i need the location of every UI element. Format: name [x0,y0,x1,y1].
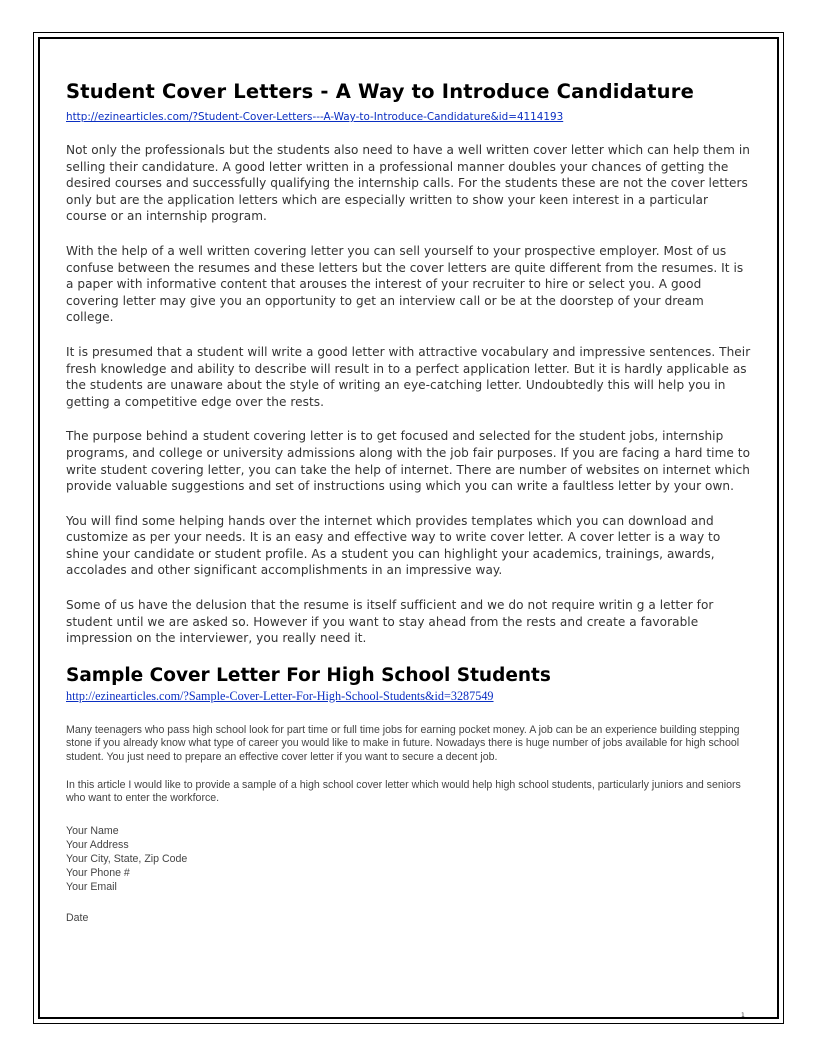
article1-paragraph-2: With the help of a well written covering letter you can sell yourself to your prospective employer. Most of us confuse between the resumes and these letters but the cover letters are quite different from the resumes. It is a paper with informative content that arouses the interest of your recruiter to hire or select you. A good covering letter may give you an opportunity to get an interview call or be at the doorstep of your dream college. [66,243,744,325]
document-content [66,80,752,925]
article2-title: Sample Cover Letter For High School Students [66,664,551,686]
article1-paragraph-5: You will find some helping hands over the internet which provides templates which you can download and customize as per your needs. It is an easy and effective way to write cover letter. A cover letter is a way to shine your candidate or student profile. As a student you can highlight your academics, trainings, awards, accolades and other significant accomplishments in an impressive way. [66,513,721,578]
article1-paragraph-6: Some of us have the delusion that the resume is itself sufficient and we do not require writin g a letter for student until we are asked so. However if you want to stay ahead from the rests and create a favorable impression on the interviewer, you really need it. [66,598,714,646]
page-number: 1 [741,1012,745,1019]
letter-date: Date [66,911,89,924]
article1-paragraph-1: Not only the professionals but the students also need to have a well written cover letter which can help them in selling their candidature. A good letter written in a professional manner doubles your chances of getting the desired courses and successfully qualifying the internship calls. For the students these are not the cover letters only but are the application letters which are especially written to show your keen interest in a particular course or an internship program. [66,143,750,224]
address-line-phone: Your Phone # [66,866,130,879]
article1-title: Student Cover Letters - A Way to Introduce Candidature [66,80,694,103]
address-line-address: Your Address [66,838,129,851]
address-line-email: Your Email [66,880,117,893]
address-line-city: Your City, State, Zip Code [66,852,188,865]
address-line-name: Your Name [66,824,119,837]
sender-address-block [66,824,752,894]
article1-paragraph-3: It is presumed that a student will write a good letter with attractive vocabulary and impressive sentences. Their fresh knowledge and ability to describe will result in to a perfect application letter. But it is hardly applicable as the students are unaware about the style of writing an eye-catching letter. Undoubtedly this will help you in getting a competitive edge over the rests. [66,344,751,409]
article2-paragraph-1: Many teenagers who pass high school look for part time or full time jobs for earning pocket money. A job can be an experience building stepping stone if you already know what type of career you would like to make in future. Nowadays there is huge number of jobs available for high school student. You just need to prepare an effective cover letter if you want to secure a decent job. [66,723,740,764]
article1-paragraph-4: The purpose behind a student covering letter is to get focused and selected for the student jobs, internship programs, and college or university admissions along with the job fair purposes. If you are facing a hard time to write student covering letter, you can take the help of internet. There are number of websites on internet which provide valuable suggestions and set of instructions using which you can write a faultless letter by your own. [66,429,751,494]
article2-paragraph-2: In this article I would like to provide a sample of a high school cover letter which would help high school students, particularly juniors and seniors who want to enter the workforce. [66,778,741,805]
article1-url-link[interactable]: http://ezinearticles.com/?Student-Cover-Letters---A-Way-to-Introduce-Candidature&id=4114193 [66,111,564,123]
article2-url-link[interactable]: http://ezinearticles.com/?Sample-Cover-Letter-For-High-School-Students&id=3287549 [66,688,494,703]
